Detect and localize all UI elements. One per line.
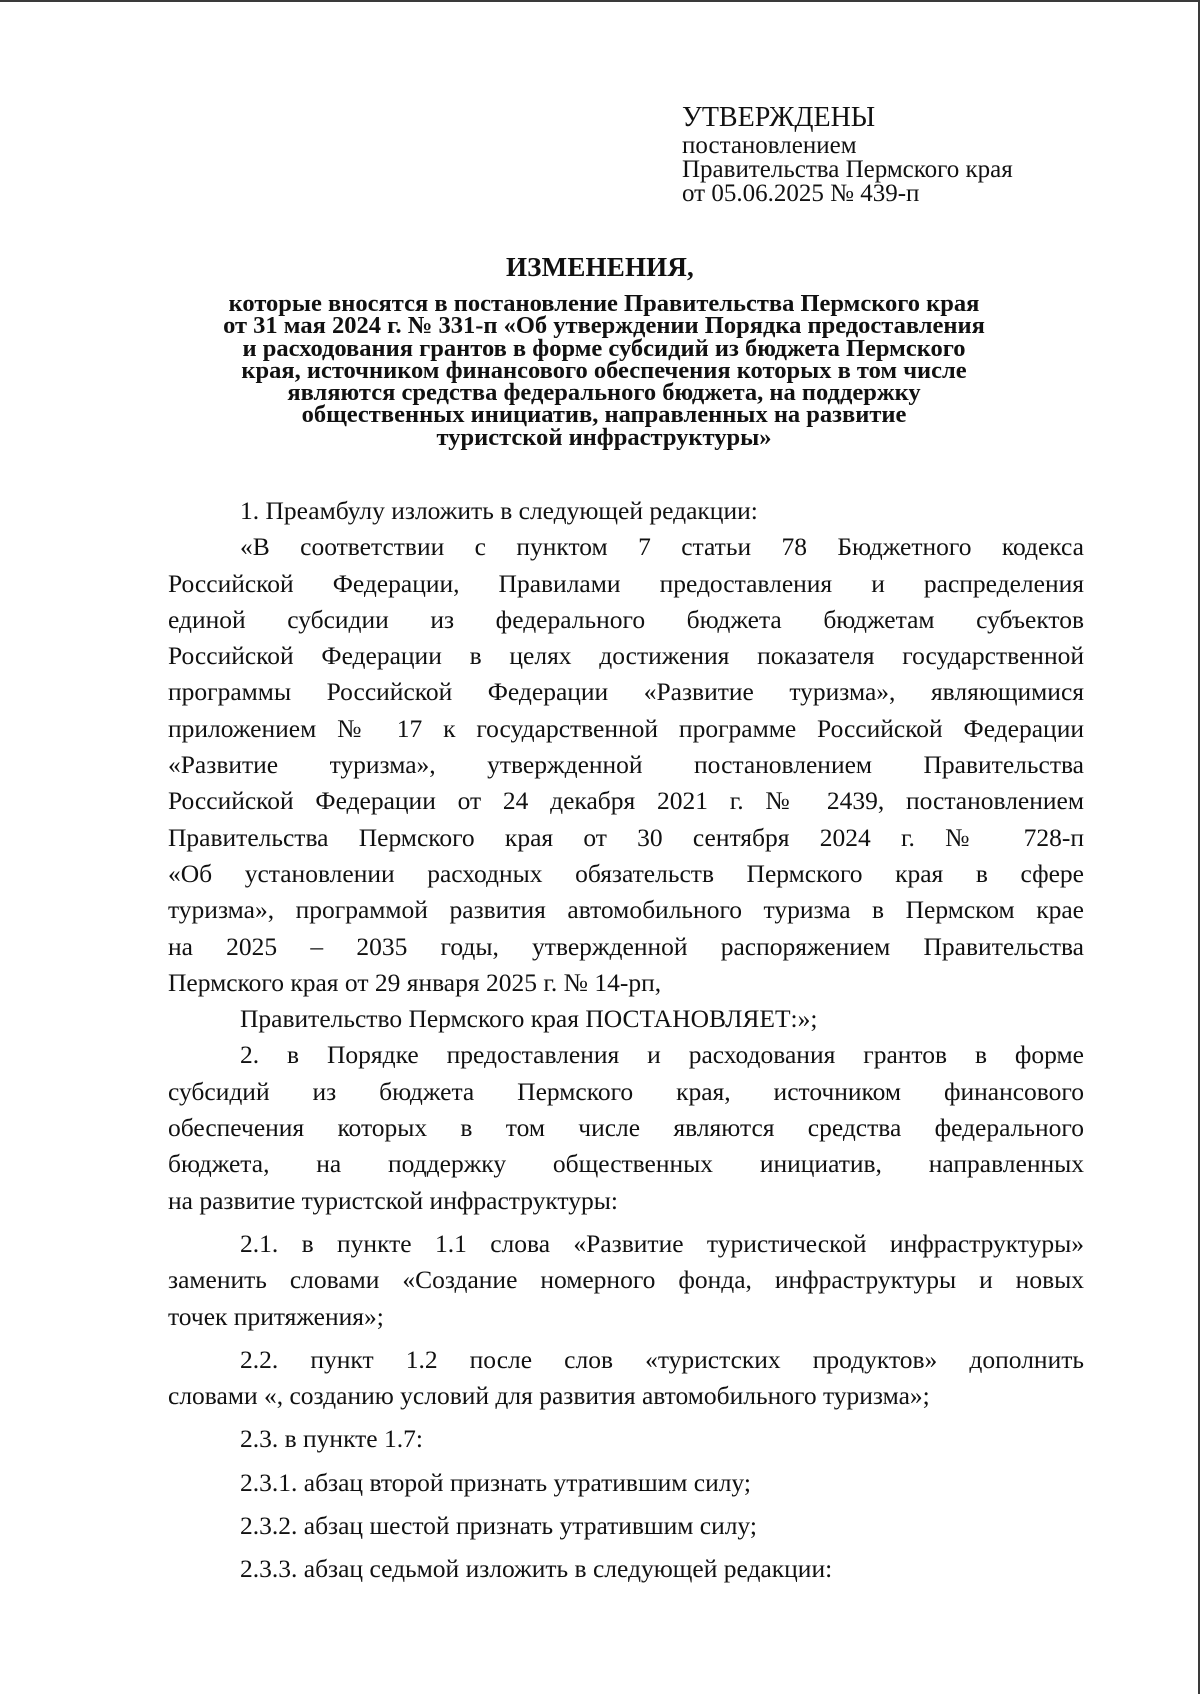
subtitle-line: туристской инфраструктуры» [436,423,772,451]
text-line: Российской Федерации, Правилами предоставления и распределения [168,568,1084,598]
text-line: заменить словами «Создание номерного фонда, инфраструктуры и новых [168,1265,1084,1295]
text-line: Российской Федерации в целях достижения показателя государственной [168,641,1084,671]
subtitle-line: которые вносятся в постановление Правительства Пермского края [228,290,980,317]
subtitle-line: от 31 мая 2024 г. № 331-п «Об утверждении Порядка предоставления [223,312,985,340]
approval-line: постановлением [682,132,857,159]
text-line: обеспечения которых в том числе являются средства федерального [168,1113,1084,1143]
paragraph-decree: Правительство Пермского края ПОСТАНОВЛЯЕТ:»; [240,1004,818,1034]
text-line: на развитие туристской инфраструктуры: [168,1185,618,1215]
subtitle-line: и расходования грантов в форме субсидий из бюджета Пермского [242,334,966,362]
text-line: программы Российской Федерации «Развитие туризма», являющимися [168,677,1084,707]
text-line: Пермского края от 29 января 2025 г. № 14-рп, [168,967,662,997]
text-line: на 2025 – 2035 годы, утвержденной распоряжением Правительства [168,931,1084,961]
text-line: словами «, созданию условий для развития автомобильного туризма»; [168,1381,930,1411]
paragraph-2-3: 2.3. в пункте 1.7: [240,1424,423,1454]
document-title: ИЗМЕНЕНИЯ, [505,252,694,282]
paragraph-2-2 [168,1342,1084,1415]
document-subtitle [150,290,1058,451]
text-line: «Развитие туризма», утвержденной постановлением Правительства [168,750,1084,780]
text-line: 2. в Порядке предоставления и расходования грантов в форме [240,1040,1084,1070]
approval-header: УТВЕРЖДЕНЫ [682,102,876,133]
paragraph-2-3-3: 2.3.3. абзац седьмой изложить в следующей редакции: [240,1554,833,1584]
paragraph-1: 1. Преамбулу изложить в следующей редакции: [240,496,758,525]
text-line: точек притяжения»; [168,1301,384,1331]
text-line: бюджета, на поддержку общественных инициатив, направленных [168,1149,1084,1179]
document-body [168,493,1084,1588]
subtitle-line: являются средства федерального бюджета, на поддержку [287,379,921,407]
paragraph-2 [168,1037,1084,1218]
text-line: «Об установлении расходных обязательств Пермского края в сфере [168,858,1084,888]
paragraph-preamble [168,529,1084,1001]
text-line: «В соответствии с пунктом 7 статьи 78 Бюджетного кодекса [240,532,1084,562]
text-line: единой субсидии из федерального бюджета бюджетам субъектов [168,604,1084,634]
subtitle-line: общественных инициатив, направленных на развитие [301,401,907,429]
approval-stamp [682,102,1013,206]
paragraph-2-3-2: 2.3.2. абзац шестой признать утратившим силу; [240,1511,757,1541]
text-line: приложением № 17 к государственной программе Российской Федерации [168,713,1084,743]
text-line: туризма», программой развития автомобильного туризма в Пермском крае [168,895,1084,925]
text-line: субсидий из бюджета Пермского края, источником финансового [168,1076,1084,1106]
paragraph-2-1 [168,1226,1084,1335]
text-line: Российской Федерации от 24 декабря 2021 г. № 2439, постановлением [168,786,1084,816]
approval-line: от 05.06.2025 № 439-п [682,180,920,207]
text-line: 2.1. в пункте 1.1 слова «Развитие туристической инфраструктуры» [240,1228,1084,1258]
paragraph-2-3-1: 2.3.1. абзац второй признать утратившим силу; [240,1467,751,1497]
subtitle-line: края, источником финансового обеспечения которых в том числе [241,356,967,384]
approval-line: Правительства Пермского края [682,156,1013,183]
text-line: 2.2. пункт 1.2 после слов «туристских продуктов» дополнить [240,1344,1084,1374]
text-line: Правительства Пермского края от 30 сентября 2024 г. № 728-п [168,822,1084,852]
